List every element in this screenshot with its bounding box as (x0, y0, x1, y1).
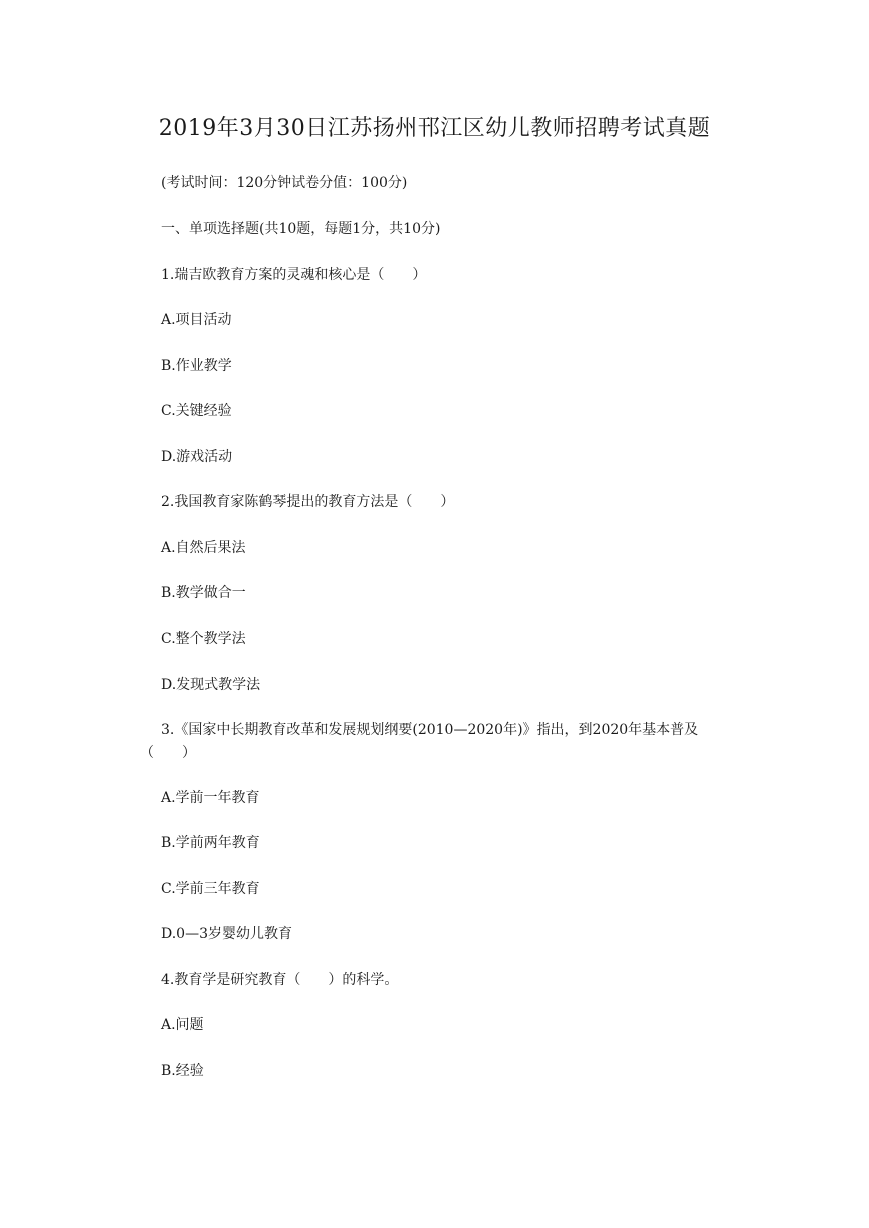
question-2-option-c: C.整个教学法 (161, 631, 246, 647)
question-2-stem: 2.我国教育家陈鹤琴提出的教育方法是（ ） (161, 494, 455, 510)
question-4-option-a: A.问题 (161, 1017, 204, 1033)
question-3-option-a: A.学前一年教育 (161, 790, 260, 806)
question-1-option-d: D.游戏活动 (161, 449, 233, 465)
question-1-option-a: A.项目活动 (161, 312, 232, 328)
question-2-option-b: B.教学做合一 (161, 585, 246, 601)
question-3-option-d: D.0—3岁婴幼儿教育 (161, 926, 292, 942)
section-heading: 一、单项选择题(共10题，每题1分，共10分) (161, 221, 441, 237)
question-2-option-d: D.发现式教学法 (161, 677, 261, 693)
question-1-option-b: B.作业教学 (161, 358, 232, 374)
question-4-stem: 4.教育学是研究教育（ ）的科学。 (161, 972, 399, 988)
question-2-option-a: A.自然后果法 (161, 540, 246, 556)
exam-info: (考试时间：120分钟试卷分值：100分) (161, 175, 408, 191)
page-title: 2019年3月30日江苏扬州邗江区幼儿教师招聘考试真题 (158, 116, 711, 141)
question-1-option-c: C.关键经验 (161, 403, 232, 419)
question-4-option-b: B.经验 (161, 1063, 204, 1079)
question-3-option-c: C.学前三年教育 (161, 881, 260, 897)
question-3-stem: 3.《国家中长期教育改革和发展规划纲要(2010—2020年)》指出，到2020年基本普及（ ） (140, 722, 699, 761)
question-1-stem: 1.瑞吉欧教育方案的灵魂和核心是（ ） (161, 267, 427, 283)
question-3-option-b: B.学前两年教育 (161, 835, 260, 851)
